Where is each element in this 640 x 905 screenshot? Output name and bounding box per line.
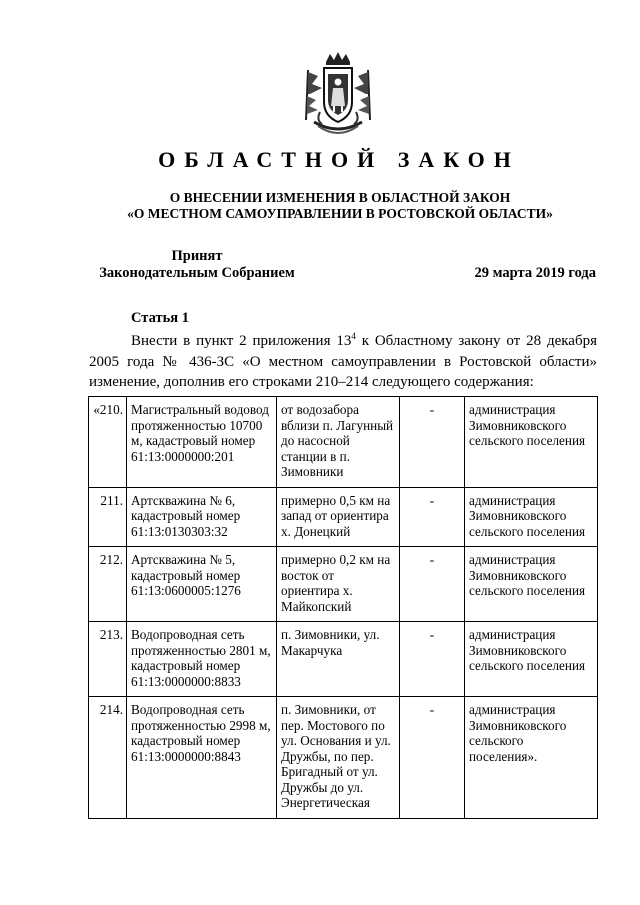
table-row: [89, 622, 598, 697]
object-name: Водопроводная сеть протяженностью 2801 м, кадастровый номер 61:13:0000000:8833: [127, 622, 277, 697]
administration: администрация Зимовниковского сельского поселения: [465, 622, 598, 697]
administration: администрация Зимовниковского сельского поселения: [465, 487, 598, 547]
object-location: п. Зимовники, от пер. Мостового по ул. Основания и ул. Дружбы, по пер. Бригадный от ул. Дружбы до ул. Энергетическая: [277, 697, 400, 819]
superscript-4: 4: [351, 331, 356, 341]
empty-value-dash: -: [400, 547, 465, 622]
object-location: примерно 0,5 км на запад от ориентира х. Донецкий: [277, 487, 400, 547]
administration: администрация Зимовниковского сельского поселения: [465, 547, 598, 622]
row-number: 214.: [89, 697, 127, 819]
administration: администрация Зимовниковского сельского поселения».: [465, 697, 598, 819]
empty-value-dash: -: [400, 697, 465, 819]
administration: администрация Зимовниковского сельского поселения: [465, 397, 598, 488]
row-number: 213.: [89, 622, 127, 697]
empty-value-dash: -: [400, 622, 465, 697]
object-location: п. Зимовники, ул. Макарчука: [277, 622, 400, 697]
table-row: [89, 547, 598, 622]
adoption-label-line-2: Законодательным Собранием: [99, 265, 295, 281]
article-heading: Статья 1: [131, 310, 189, 326]
empty-value-dash: -: [400, 487, 465, 547]
intro-line-2: 2005 года № 436-ЗС «О местном самоуправлении в Ростовской области»: [89, 353, 597, 370]
intro-line-3: изменение, дополнив его строками 210–214 следующего содержания:: [89, 374, 534, 390]
coat-of-arms-emblem: [300, 50, 376, 138]
row-number: «210.: [89, 397, 127, 488]
row-number: 211.: [89, 487, 127, 547]
adoption-label-line-1: Принят: [171, 248, 223, 264]
adoption-date: 29 марта 2019 года: [474, 265, 596, 281]
law-subtitle-line-2: «О МЕСТНОМ САМОУПРАВЛЕНИИ В РОСТОВСКОЙ ОБЛАСТИ»: [127, 206, 553, 221]
object-location: примерно 0,2 км на восток от ориентира х. Майкопский: [277, 547, 400, 622]
empty-value-dash: -: [400, 397, 465, 488]
property-table: [88, 396, 598, 819]
intro-line-1: Внести в пункт 2 приложения $13^4$ к Областному закону от 28 декабря: [131, 331, 597, 349]
adoption-label: [92, 248, 302, 282]
table-row: [89, 397, 598, 488]
object-location: от водозабора вблизи п. Лагунный до насосной станции в п. Зимовники: [277, 397, 400, 488]
object-name: Артскважина № 6, кадастровый номер 61:13:0130303:32: [127, 487, 277, 547]
object-name: Магистральный водовод протяженностью 10700 м, кадастровый номер 61:13:0000000:201: [127, 397, 277, 488]
law-subtitle-line-1: О ВНЕСЕНИИ ИЗМЕНЕНИЯ В ОБЛАСТНОЙ ЗАКОН: [169, 190, 511, 205]
law-title: ОБЛАСТНОЙ ЗАКОН: [158, 147, 520, 172]
object-name: Артскважина № 5, кадастровый номер 61:13:0600005:1276: [127, 547, 277, 622]
article-intro-paragraph: [89, 331, 597, 393]
row-number: 212.: [89, 547, 127, 622]
object-name: Водопроводная сеть протяженностью 2998 м, кадастровый номер 61:13:0000000:8843: [127, 697, 277, 819]
table-row: [89, 697, 598, 819]
table-row: [89, 487, 598, 547]
